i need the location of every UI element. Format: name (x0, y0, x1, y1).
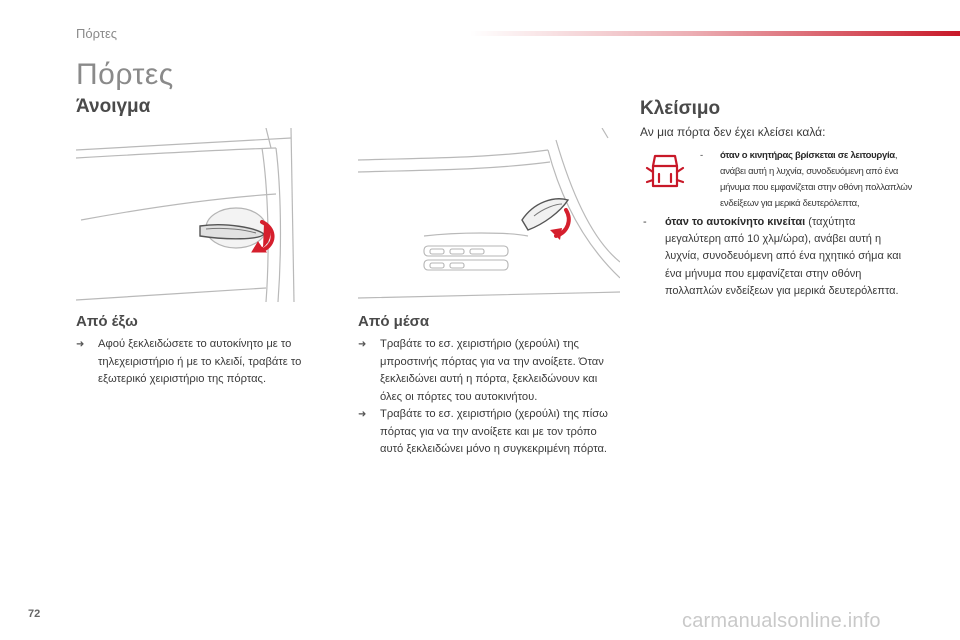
closing-condition-engine-running: - όταν ο κινητήρας βρίσκεται σε λειτουργία, ανάβει αυτή η λυχνία, συνοδευόμενη από ένα μήνυμα που εμφανίζεται στην οθόνη πολλαπλών ενδείξεων για μερικά δευτερόλεπτα, (700, 150, 912, 209)
closing-intro: Αν μια πόρτα δεν έχει κλείσει καλά: (640, 125, 826, 139)
arrow-right-bullet-icon: ➜ (358, 409, 367, 420)
section-title-closing: Κλείσιμο (640, 98, 721, 119)
closing-condition-vehicle-moving: - όταν το αυτοκίνητο κινείται (ταχύτητα μεγαλύτερη από 10 χλμ/ώρα), ανάβει αυτή η λυχνία, συνοδευόμενη από ένα ηχητικό σήμα και ένα μήνυμα που εμφανίζεται στην οθόνη πολλαπλών ενδείξεων για μερικά δευτερόλεπτα. (643, 216, 902, 297)
outside-instructions-list (76, 336, 330, 389)
watermark: carmanualsonline.info (682, 610, 881, 632)
page-number: 72 (28, 608, 41, 620)
arrow-right-bullet-icon: ➜ (358, 339, 367, 350)
door-open-warning-icon (643, 152, 687, 190)
list-item: ➜ Αφού ξεκλειδώσετε το αυτοκίνητο με το τηλεχειριστήριο ή με το κλειδί, τραβάτε το εξωτερικό χειριστήριο της πόρτας. (76, 338, 302, 385)
header-accent-bar (470, 31, 960, 36)
section-title-opening: Άνοιγμα (76, 96, 151, 117)
list-item: ➜ Τραβάτε το εσ. χειριστήριο (χερούλι) της πίσω πόρτας για να την ανοίξετε και με τον τρόπο αυτό ξεκλειδώνει μόνο η συγκεκριμένη πόρτα. (358, 408, 608, 455)
exterior-door-handle-illustration (76, 128, 320, 302)
subsection-title-outside: Από έξω (76, 313, 138, 330)
page-title: Πόρτες (76, 58, 174, 91)
list-item: ➜ Τραβάτε το εσ. χειριστήριο (χερούλι) της μπροστινής πόρτας για να την ανοίξετε. Όταν ξεκλειδώνει αυτή η πόρτα, ξεκλειδώνουν και όλες οι πόρτες του αυτοκινήτου. (358, 338, 604, 403)
interior-door-handle-illustration (358, 128, 620, 302)
running-header: Πόρτες (76, 26, 118, 41)
arrow-right-bullet-icon: ➜ (76, 339, 85, 350)
subsection-title-inside: Από μέσα (358, 313, 430, 330)
inside-instructions-list (358, 336, 622, 459)
